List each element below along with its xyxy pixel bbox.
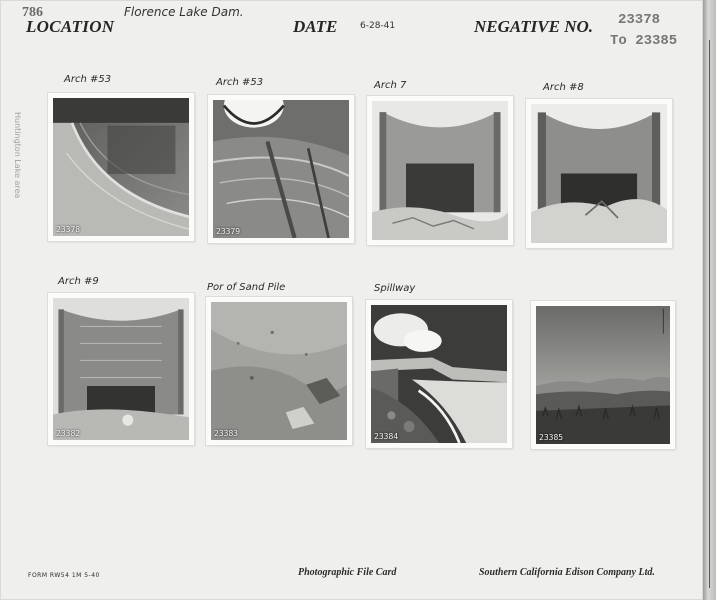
photo-mount-7[interactable] — [366, 300, 512, 448]
card-title: Photographic File Card — [298, 567, 397, 578]
card-number: 786 — [22, 5, 43, 20]
location-label: LOCATION — [26, 17, 115, 36]
photo-caption-3: Arch 7 — [374, 80, 407, 91]
card-edge — [703, 0, 716, 600]
photo-mount-3[interactable] — [367, 96, 513, 245]
photo-caption-7: Spillway — [374, 283, 416, 294]
photo-mount-2[interactable] — [208, 95, 354, 243]
photo-number-2: 23379 — [216, 227, 241, 236]
photo-number-8: 23385 — [539, 433, 564, 442]
photo-mount-5[interactable] — [48, 293, 194, 445]
photo-caption-1: Arch #53 — [64, 74, 112, 85]
photo-arch-53-b — [213, 100, 349, 238]
photo-mount-4[interactable] — [526, 99, 672, 248]
photo-caption-2: Arch #53 — [216, 77, 264, 88]
photo-mountain-view — [536, 306, 670, 444]
photo-arch-53-a — [53, 98, 189, 236]
photo-arch-9 — [53, 298, 189, 440]
photo-mount-6[interactable] — [206, 297, 352, 445]
form-number: FORM RW54 1M 5-40 — [28, 572, 100, 579]
photo-number-5: 23382 — [56, 429, 81, 438]
negative-number-label: NEGATIVE NO. — [474, 17, 594, 36]
photo-arch-7 — [372, 101, 508, 240]
photo-number-6: 23383 — [214, 429, 239, 438]
photo-number-1: 23378 — [56, 225, 81, 234]
date-value: 6-28-41 — [360, 21, 396, 31]
photo-sand-pile — [211, 302, 347, 440]
photo-caption-4: Arch #8 — [543, 82, 584, 93]
negative-number-from: 23378 — [618, 12, 661, 28]
photo-mount-8[interactable] — [531, 301, 675, 449]
photo-number-7: 23384 — [374, 432, 399, 441]
photo-mount-1[interactable] — [48, 93, 194, 241]
photo-caption-5: Arch #9 — [58, 276, 99, 287]
location-value: Florence Lake Dam. — [124, 5, 244, 19]
photo-spillway — [371, 305, 507, 443]
photo-arch-8 — [531, 104, 667, 243]
negative-number-to: To 23385 — [610, 33, 678, 49]
company-name: Southern California Edison Company Ltd. — [479, 567, 655, 578]
date-label: DATE — [293, 17, 338, 36]
photo-caption-6: Por of Sand Pile — [207, 282, 286, 293]
margin-note: Huntington Lake area — [13, 112, 22, 199]
